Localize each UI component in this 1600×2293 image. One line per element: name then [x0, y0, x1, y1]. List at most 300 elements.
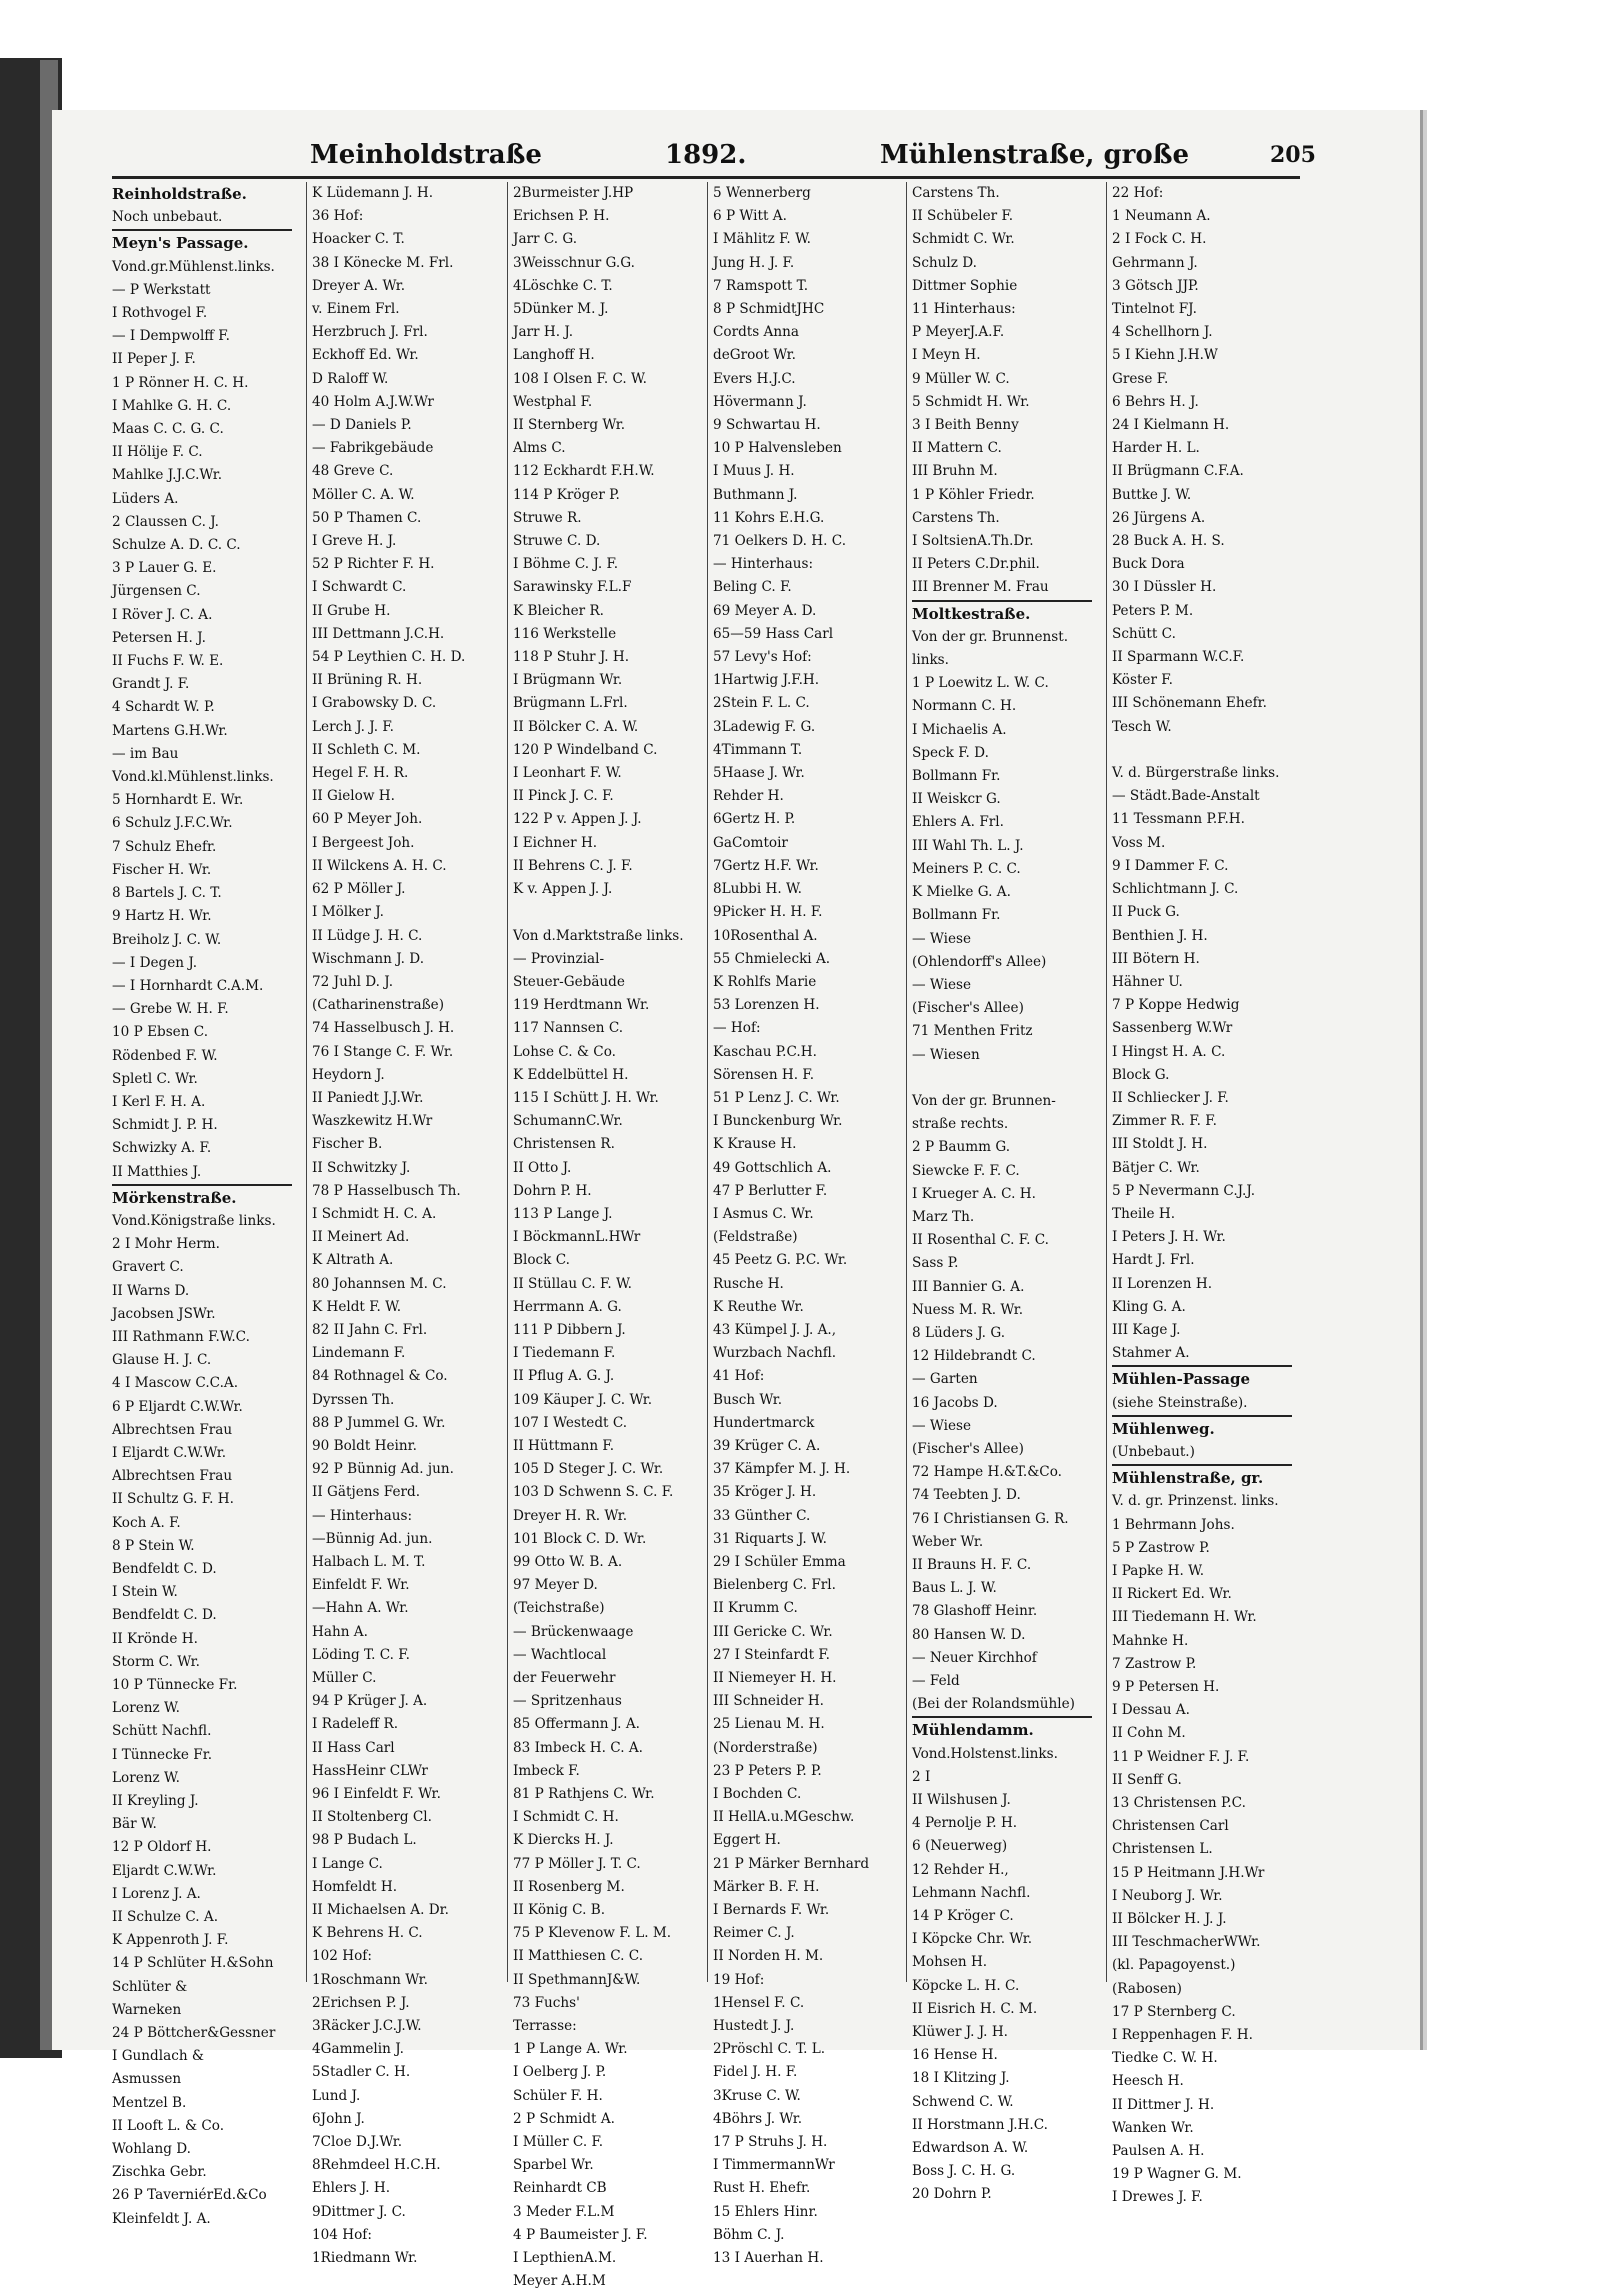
entry-line: II Gielow H.: [312, 788, 395, 805]
entry-line: — Wiese: [912, 1417, 972, 1434]
entry-line: 109 Käuper J. C. Wr.: [513, 1391, 653, 1408]
entry-line: 96 I Einfeldt F. Wr.: [312, 1786, 441, 1803]
entry-line: Imbeck F.: [513, 1762, 580, 1779]
entry-line: Sarawinsky F.L.F: [513, 579, 632, 596]
entry-line: II König C. B.: [513, 1902, 606, 1919]
entry-line: Steuer-Gebäude: [513, 973, 625, 990]
entry-line: (siehe Steinstraße).: [1112, 1394, 1248, 1411]
entry-line: [912, 1067, 1092, 1090]
entry-line: Albrechtsen Frau: [112, 1421, 233, 1438]
entry-line: 122 P v. Appen J. J.: [513, 811, 642, 828]
entry-line: Schütt C.: [1112, 625, 1176, 642]
entry-line: II Schübeler F.: [912, 208, 1014, 225]
entry-line: I Böhme C. J. F.: [513, 556, 619, 573]
entry-line: Dreyer A. Wr.: [312, 277, 406, 294]
entry-line: 113 P Lange J.: [513, 1205, 613, 1222]
entry-line: Mahnke H.: [1112, 1632, 1189, 1649]
entry-line: (Norderstraße): [713, 1739, 818, 1756]
entry-line: deGroot Wr.: [713, 347, 796, 364]
entry-line: I Schmidt H. C. A.: [312, 1205, 437, 1222]
entry-line: Schmidt J. P. H.: [112, 1117, 218, 1134]
entry-line: III Schönemann Ehefr.: [1112, 695, 1267, 712]
entry-line: Kling G. A.: [1112, 1298, 1186, 1315]
entry-line: Von der gr. Brunnen-: [912, 1092, 1056, 1109]
entry-line: 24 P Böttcher&Gessner: [112, 2025, 276, 2042]
entry-line: — P Werkstatt: [112, 281, 211, 298]
entry-line: 10 P Halvensleben: [713, 440, 842, 457]
entry-line: II Weiskcr G.: [912, 791, 1001, 808]
entry-line: 5Haase J. Wr.: [713, 765, 805, 782]
entry-line: II Brügmann C.F.A.: [1112, 463, 1244, 480]
entry-line: Normann C. H.: [912, 698, 1017, 715]
entry-line: II Wilshusen J.: [912, 1792, 1011, 1809]
entry-line: Jacobsen JSWr.: [112, 1305, 216, 1322]
entry-line: 53 Lorenzen H.: [713, 997, 820, 1014]
entry-line: 8Lubbi H. W.: [713, 881, 802, 898]
entry-line: 94 P Krüger J. A.: [312, 1693, 428, 1710]
entry-line: II Rosenthal C. F. C.: [912, 1232, 1049, 1249]
entry-line: 1 P Köhler Friedr.: [912, 486, 1035, 503]
entry-line: Fidel J. H. F.: [713, 2064, 798, 2081]
entry-line: — D Daniels P.: [312, 417, 412, 434]
entry-line: 9 Müller W. C.: [912, 370, 1010, 387]
entry-line: II Kreyling J.: [112, 1793, 199, 1810]
entry-line: I Krueger A. C. H.: [912, 1185, 1036, 1202]
entry-line: 85 Offermann J. A.: [513, 1716, 640, 1733]
street-heading: Meyn's Passage.: [112, 229, 292, 255]
entry-line: Buthmann J.: [713, 486, 798, 503]
entry-line: der Feuerwehr: [513, 1670, 616, 1686]
entry-line: II Wilckens A. H. C.: [312, 857, 447, 874]
entry-line: Buttke J. W.: [1112, 486, 1192, 503]
entry-line: Müller C.: [312, 1670, 377, 1686]
entry-line: Carstens Th.: [912, 509, 1000, 526]
entry-line: Gehrmann J.: [1112, 254, 1198, 271]
entry-line: Schulz D.: [912, 254, 978, 271]
entry-line: 9Dittmer J. C.: [312, 2203, 406, 2220]
entry-line: II Stüllau C. F. W.: [513, 1275, 632, 1292]
entry-line: 3 P Lauer G. E.: [112, 560, 217, 577]
entry-line: Homfeldt H.: [312, 1878, 398, 1895]
entry-line: I Bernards F. Wr.: [713, 1902, 830, 1919]
entry-line: Martens G.H.Wr.: [112, 722, 228, 739]
entry-line: I Reppenhagen F. H.: [1112, 2027, 1253, 2044]
entry-line: Mentzel B.: [112, 2094, 187, 2111]
entry-line: II Paniedt J.J.Wr.: [312, 1089, 424, 1106]
entry-line: 55 Chmielecki A.: [713, 950, 831, 967]
entry-line: I Müller C. F.: [513, 2134, 604, 2151]
entry-line: Hahn A.: [312, 1623, 368, 1640]
entry-line: 5Dünker M. J.: [513, 301, 609, 318]
entry-line: — Wiesen: [912, 1046, 980, 1063]
entry-line: Herzbruch J. Frl.: [312, 324, 428, 341]
entry-line: II Behrens C. J. F.: [513, 857, 633, 874]
entry-line: Glause H. J. C.: [112, 1352, 212, 1369]
entry-line: 74 Teebten J. D.: [912, 1487, 1021, 1504]
entry-line: II Peper J. F.: [112, 351, 196, 368]
entry-line: Zimmer R. F. F.: [1112, 1113, 1217, 1130]
entry-line: — Provinzial-: [513, 950, 605, 967]
entry-line: Kleinfeldt J. A.: [112, 2210, 211, 2227]
entry-line: 101 Block C. D. Wr.: [513, 1530, 647, 1547]
entry-line: 10 P Tünnecke Fr.: [112, 1677, 238, 1693]
entry-line: 114 P Kröger P.: [513, 486, 620, 503]
entry-line: 16 Jacobs D.: [912, 1394, 998, 1411]
entry-line: Benthien J. H.: [1112, 927, 1208, 944]
entry-line: 15 P Heitmann J.H.Wr: [1112, 1864, 1265, 1881]
entry-line: — I Degen J.: [112, 954, 198, 971]
entry-line: 69 Meyer A. D.: [713, 602, 817, 619]
entry-line: Lorenz W.: [112, 1700, 180, 1717]
entry-line: 102 Hof:: [312, 1948, 372, 1965]
entry-line: 5 Schmidt H. Wr.: [912, 393, 1030, 410]
entry-line: 7 Zastrow P.: [1112, 1655, 1197, 1672]
column-divider: [507, 182, 508, 1982]
entry-line: I Stein W.: [112, 1584, 178, 1601]
entry-line: 1 P Rönner H. C. H.: [112, 374, 249, 391]
entry-line: Edwardson A. W.: [912, 2140, 1029, 2157]
entry-line: 78 Glashoff Heinr.: [912, 1603, 1038, 1620]
entry-line: 22 Hof:: [1112, 185, 1164, 201]
entry-line: II Bölcker H. J. J.: [1112, 1911, 1227, 1928]
entry-line: Erichsen P. H.: [513, 208, 610, 225]
entry-line: 36 Hof:: [312, 208, 364, 225]
entry-line: Lindemann F.: [312, 1345, 406, 1362]
entry-line: 78 P Hasselbusch Th.: [312, 1182, 461, 1199]
entry-line: III Gericke C. Wr.: [713, 1623, 833, 1640]
entry-line: 15 Ehlers Hinr.: [713, 2203, 818, 2220]
entry-line: II Matthiesen C. C.: [513, 1948, 644, 1965]
entry-line: I SoltsienA.Th.Dr.: [912, 533, 1034, 550]
entry-line: K v. Appen J. J.: [513, 881, 613, 898]
entry-line: Reimer C. J.: [713, 1925, 795, 1942]
entry-line: III Bruhn M.: [912, 463, 998, 480]
entry-line: Block C.: [513, 1252, 570, 1269]
entry-line: 8 P Stein W.: [112, 1537, 195, 1554]
entry-line: II Sparmann W.C.F.: [1112, 649, 1245, 666]
entry-line: 54 P Leythien C. H. D.: [312, 649, 466, 666]
entry-line: K Krause H.: [713, 1136, 797, 1153]
entry-line: II Senff G.: [1112, 1771, 1182, 1788]
entry-line: 76 I Stange C. F. Wr.: [312, 1043, 454, 1060]
entry-line: 99 Otto W. B. A.: [513, 1553, 623, 1570]
entry-line: 98 P Budach L.: [312, 1832, 417, 1849]
entry-line: I BöckmannL.HWr: [513, 1229, 641, 1246]
entry-line: 11 Kohrs E.H.G.: [713, 509, 825, 526]
entry-line: Christensen Carl: [1112, 1818, 1229, 1835]
entry-line: — Wachtlocal: [513, 1646, 607, 1663]
entry-line: Vond.Königstraße links.: [112, 1212, 276, 1229]
entry-line: (Unbebaut.): [1112, 1443, 1195, 1460]
entry-line: Rödenbed F. W.: [112, 1047, 218, 1064]
entry-line: — Hof:: [713, 1020, 761, 1037]
entry-line: Weber Wr.: [912, 1533, 984, 1550]
entry-line: Fischer B.: [312, 1136, 383, 1153]
entry-line: I Brügmann Wr.: [513, 672, 623, 689]
entry-line: 30 I Düssler H.: [1112, 579, 1217, 596]
entry-line: Baus L. J. W.: [912, 1580, 997, 1597]
entry-line: 28 Buck A. H. S.: [1112, 533, 1225, 550]
entry-line: I Rothvogel F.: [112, 305, 208, 322]
entry-line: 2Erichsen P. J.: [312, 1994, 410, 2011]
entry-line: I Dessau A.: [1112, 1702, 1190, 1719]
entry-line: K Diercks H. J.: [513, 1832, 614, 1849]
entry-line: 11 Hinterhaus:: [912, 301, 1016, 318]
entry-line: II Warns D.: [112, 1282, 190, 1299]
entry-line: (Bei der Rolandsmühle): [912, 1696, 1075, 1713]
column-5: [912, 182, 1092, 2203]
entry-line: Bätjer C. Wr.: [1112, 1159, 1200, 1176]
entry-line: Jarr C. G.: [513, 231, 578, 248]
entry-line: Grese F.: [1112, 370, 1169, 387]
entry-line: Einfeldt F. Wr.: [312, 1577, 410, 1594]
entry-line: Voss M.: [1112, 834, 1166, 851]
entry-line: 2Pröschl C. T. L.: [713, 2041, 826, 2058]
entry-line: II Mattern C.: [912, 440, 1002, 457]
entry-line: Tesch W.: [1112, 718, 1172, 735]
entry-line: 7 P Koppe Hedwig: [1112, 997, 1240, 1014]
entry-line: Dohrn P. H.: [513, 1182, 592, 1199]
entry-line: II HellA.u.MGeschw.: [713, 1809, 855, 1826]
entry-line: 2Burmeister J.HP: [513, 185, 634, 201]
entry-line: I Tiedemann F.: [513, 1345, 616, 1362]
street-heading: Moltkestraße.: [912, 600, 1092, 626]
entry-line: I Röver J. C. A.: [112, 606, 213, 623]
entry-line: 20 Dohrn P.: [912, 2186, 992, 2203]
entry-line: — Hinterhaus:: [713, 556, 814, 573]
entry-line: II Stoltenberg Cl.: [312, 1809, 432, 1826]
entry-line: 84 Rothnagel & Co.: [312, 1368, 448, 1385]
entry-line: Christensen R.: [513, 1136, 615, 1153]
entry-line: 3Räcker J.C.J.W.: [312, 2018, 422, 2035]
entry-line: 52 P Richter F. H.: [312, 556, 435, 573]
entry-line: 115 I Schütt J. H. Wr.: [513, 1089, 659, 1106]
entry-line: 7Cloe D.J.Wr.: [312, 2134, 403, 2151]
entry-line: II Hölije F. C.: [112, 444, 203, 461]
entry-line: Albrechtsen Frau: [112, 1468, 233, 1485]
entry-line: 1 Neumann A.: [1112, 208, 1211, 225]
entry-line: Köster F.: [1112, 672, 1173, 689]
header-rule: [112, 176, 1300, 179]
entry-line: II Puck G.: [1112, 904, 1180, 921]
column-2: [312, 182, 492, 2267]
entry-line: 9 Schwartau H.: [713, 417, 821, 434]
entry-line: 2 I: [912, 1768, 931, 1785]
entry-line: II Schulze C. A.: [112, 1909, 219, 1926]
entry-line: II Grube H.: [312, 602, 391, 619]
entry-line: 8 Bartels J. C. T.: [112, 885, 222, 902]
entry-line: II Eisrich H. C. M.: [912, 2000, 1038, 2017]
entry-line: III Wahl Th. L. J.: [912, 837, 1024, 854]
street-heading: Mühlenstraße, gr.: [1112, 1464, 1292, 1490]
entry-line: Noch unbebaut.: [112, 209, 223, 226]
entry-line: 19 Hof:: [713, 1971, 765, 1988]
entry-line: Schlichtmann J. C.: [1112, 881, 1239, 898]
entry-line: Hegel F. H. R.: [312, 765, 409, 782]
street-heading: Reinholdstraße.: [112, 185, 247, 203]
column-divider: [707, 182, 708, 1982]
entry-line: 35 Kröger J. H.: [713, 1484, 817, 1501]
entry-line: Lohse C. & Co.: [513, 1043, 616, 1060]
entry-line: 41 Hof:: [713, 1368, 765, 1385]
entry-line: 4Timmann T.: [713, 741, 803, 758]
entry-line: 71 Menthen Fritz: [912, 1023, 1033, 1040]
entry-line: 82 II Jahn C. Frl.: [312, 1321, 428, 1338]
entry-line: Harder H. L.: [1112, 440, 1200, 457]
entry-line: 25 Lienau M. H.: [713, 1716, 825, 1733]
entry-line: I Tünnecke Fr.: [112, 1746, 213, 1763]
column-6: [1112, 182, 1292, 2206]
entry-line: Hähner U.: [1112, 973, 1183, 990]
entry-line: Löding T. C. F.: [312, 1646, 410, 1663]
entry-line: Peters P. M.: [1112, 602, 1194, 619]
entry-line: — Hinterhaus:: [312, 1507, 413, 1524]
entry-line: II Horstmann J.H.C.: [912, 2116, 1048, 2133]
entry-line: III Bötern H.: [1112, 950, 1200, 967]
entry-line: 9Picker H. H. F.: [713, 904, 823, 921]
entry-line: Bollmann Fr.: [912, 907, 1001, 924]
entry-line: 2 P Baumm G.: [912, 1139, 1011, 1156]
entry-line: Maas C. C. G. C.: [112, 421, 224, 438]
entry-line: 17 P Sternberg C.: [1112, 2003, 1236, 2020]
entry-line: 4 I Mascow C.C.A.: [112, 1375, 239, 1392]
entry-line: II Fuchs F. W. E.: [112, 653, 224, 670]
entry-line: Wanken Wr.: [1112, 2119, 1194, 2136]
entry-line: III Brenner M. Frau: [912, 579, 1049, 596]
entry-line: Eckhoff Ed. Wr.: [312, 347, 419, 364]
entry-line: Eggert H.: [713, 1832, 781, 1849]
entry-line: 72 Hampe H.&T.&Co.: [912, 1464, 1062, 1481]
entry-line: 26 Jürgens A.: [1112, 509, 1206, 526]
entry-line: 116 Werkstelle: [513, 625, 617, 642]
entry-line: I Michaelis A.: [912, 721, 1007, 738]
entry-line: II Hass Carl: [312, 1739, 395, 1756]
entry-line: II Otto J.: [513, 1159, 572, 1176]
entry-line: Hoacker C. T.: [312, 231, 405, 248]
entry-line: 9 Hartz H. Wr.: [112, 908, 212, 925]
entry-line: II Schliecker J. F.: [1112, 1089, 1229, 1106]
entry-line: Heydorn J.: [312, 1066, 385, 1083]
entry-line: 60 P Meyer Joh.: [312, 811, 423, 828]
entry-line: 65—59 Hass Carl: [713, 625, 834, 642]
entry-line: II Lüdge J. H. C.: [312, 927, 423, 944]
entry-line: 45 Peetz G. P.C. Wr.: [713, 1252, 848, 1269]
entry-line: 92 P Bünnig Ad. jun.: [312, 1461, 454, 1478]
entry-line: I Papke H. W.: [1112, 1562, 1205, 1579]
entry-line: I Schmidt C. H.: [513, 1809, 619, 1826]
entry-line: I Hingst H. A. C.: [1112, 1043, 1226, 1060]
entry-line: 76 I Christiansen G. R.: [912, 1510, 1069, 1527]
entry-line: 80 Johannsen M. C.: [312, 1275, 447, 1292]
entry-line: (Feldstraße): [713, 1229, 798, 1246]
entry-line: 72 Juhl D. J.: [312, 973, 394, 990]
entry-line: 90 Boldt Heinr.: [312, 1437, 417, 1454]
street-heading: Mühlenweg.: [1112, 1415, 1292, 1441]
entry-line: Spletl C. Wr.: [112, 1070, 198, 1087]
entry-line: Langhoff H.: [513, 347, 595, 364]
entry-line: 37 Kämpfer M. J. H.: [713, 1461, 851, 1478]
entry-line: I Köpcke Chr. Wr.: [912, 1931, 1033, 1948]
entry-line: — I Dempwolff F.: [112, 328, 230, 345]
entry-line: Evers H.J.C.: [713, 370, 796, 387]
entry-line: II Niemeyer H. H.: [713, 1670, 837, 1686]
entry-line: K Lüdemann J. H.: [312, 185, 434, 201]
entry-line: Klüwer J. J. H.: [912, 2024, 1009, 2041]
entry-line: I Leonhart F. W.: [513, 765, 622, 782]
entry-line: 4 Schardt W. P.: [112, 699, 215, 716]
entry-line: II Gätjens Ferd.: [312, 1484, 421, 1501]
entry-line: K Mielke G. A.: [912, 884, 1011, 901]
entry-line: II Norden H. M.: [713, 1948, 824, 1965]
entry-line: Asmussen: [112, 2071, 182, 2088]
entry-line: Gravert C.: [112, 1259, 184, 1276]
entry-line: 1Hensel F. C.: [713, 1994, 805, 2011]
entry-line: 43 Kümpel J. J. A.,: [713, 1321, 837, 1338]
entry-line: I Peters J. H. Wr.: [1112, 1229, 1226, 1246]
entry-line: 21 P Märker Bernhard: [713, 1855, 870, 1872]
entry-line: Bendfeldt C. D.: [112, 1607, 217, 1624]
entry-line: Waszkewitz H.Wr: [312, 1113, 433, 1130]
entry-line: Kaschau P.C.H.: [713, 1043, 817, 1060]
entry-line: Alms C.: [513, 440, 566, 457]
entry-line: 50 P Thamen C.: [312, 509, 422, 526]
entry-line: 26 P TaverniérEd.&Co: [112, 2187, 267, 2204]
entry-line: I Mählitz F. W.: [713, 231, 811, 248]
entry-line: [513, 901, 693, 924]
entry-line: Rehder H.: [713, 788, 784, 805]
entry-line: Köpcke L. H. C.: [912, 1977, 1020, 1994]
entry-line: Schulze A. D. C. C.: [112, 537, 241, 554]
entry-line: II SpethmannJ&W.: [513, 1971, 641, 1988]
entry-line: Zischka Gebr.: [112, 2164, 207, 2181]
entry-line: 3Kruse C. W.: [713, 2087, 801, 2104]
entry-line: 1 P Lange A. Wr.: [513, 2041, 628, 2058]
entry-line: Lüders A.: [112, 490, 179, 507]
entry-line: II Rickert Ed. Wr.: [1112, 1586, 1232, 1603]
entry-line: I TimmermannWr: [713, 2157, 835, 2174]
entry-line: 3Ladewig F. G.: [713, 718, 816, 735]
entry-line: K Appenroth J. F.: [112, 1932, 229, 1949]
street-heading: Mühlendamm.: [912, 1716, 1092, 1742]
entry-line: 10Rosenthal A.: [713, 927, 818, 944]
street-heading: Mörkenstraße.: [112, 1184, 292, 1210]
entry-line: II Hüttmann F.: [513, 1437, 615, 1454]
entry-line: 1Hartwig J.F.H.: [713, 672, 820, 689]
entry-line: I Bergeest Joh.: [312, 834, 415, 851]
entry-line: 62 P Möller J.: [312, 881, 406, 898]
entry-line: Halbach L. M. T.: [312, 1553, 426, 1570]
entry-line: Carstens Th.: [912, 185, 1000, 201]
entry-line: Paulsen A. H.: [1112, 2143, 1205, 2160]
entry-line: (Fischer's Allee): [912, 1000, 1024, 1017]
entry-line: 19 P Wagner G. M.: [1112, 2166, 1242, 2183]
entry-line: — Fabrikgebäude: [312, 440, 434, 457]
entry-line: Sass P.: [912, 1255, 959, 1272]
column-divider: [906, 182, 907, 1982]
entry-line: Sparbel Wr.: [513, 2157, 594, 2174]
entry-line: 1 Behrmann Johs.: [1112, 1516, 1235, 1533]
entry-line: Hövermann J.: [713, 393, 807, 410]
entry-line: II Bölcker C. A. W.: [513, 718, 639, 735]
entry-line: 107 I Westedt C.: [513, 1414, 628, 1431]
entry-line: Schwizky A. F.: [112, 1140, 212, 1157]
entry-line: 88 P Jummel G. Wr.: [312, 1414, 446, 1431]
entry-line: II Meinert Ad.: [312, 1229, 410, 1246]
entry-line: 1 P Loewitz L. W. C.: [912, 675, 1049, 692]
entry-line: 3 Götsch JJP.: [1112, 277, 1199, 294]
entry-line: 7 Ramspott T.: [713, 277, 809, 294]
entry-line: Boss J. C. H. G.: [912, 2163, 1016, 2180]
